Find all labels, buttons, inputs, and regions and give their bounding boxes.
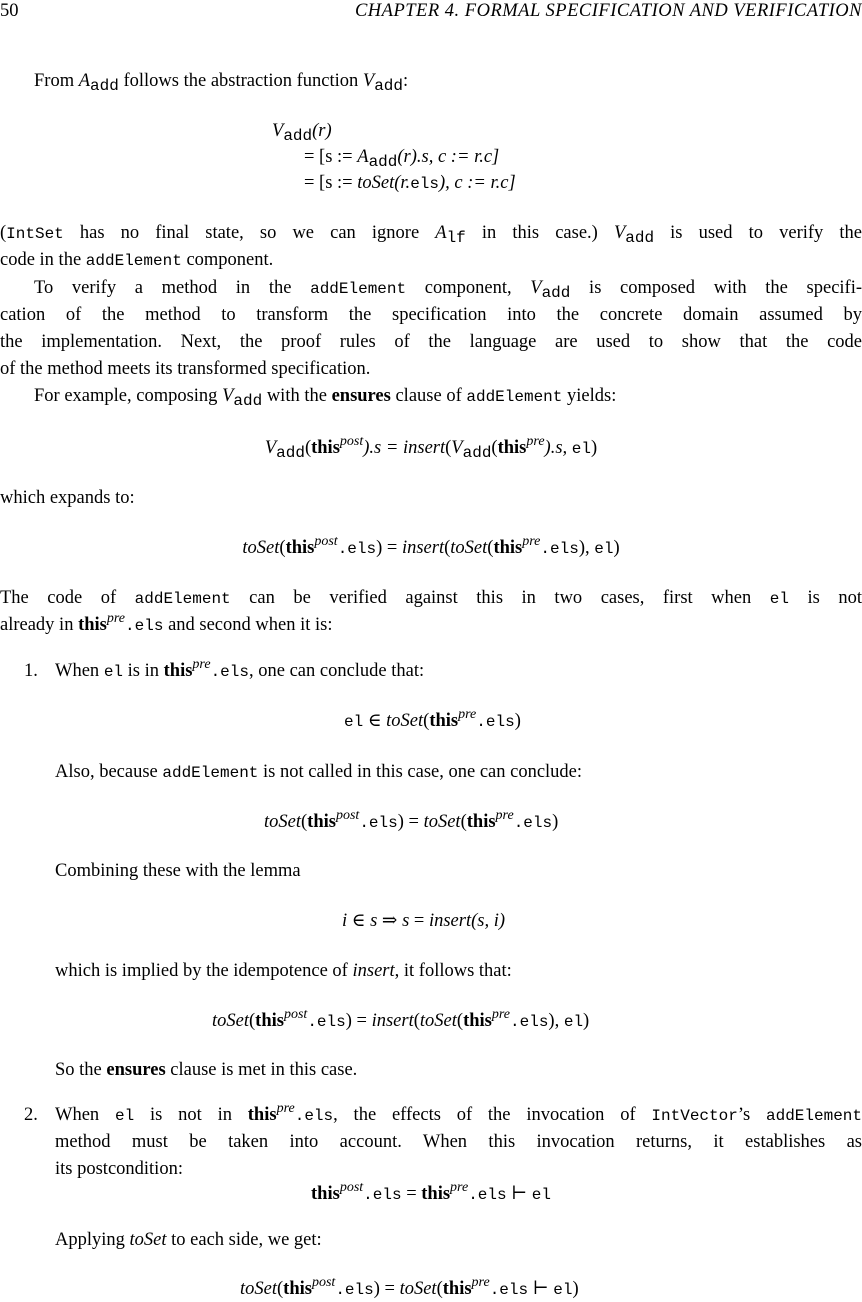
paragraph-verify-line1: To verify a method in the addElement component, $V_{add}$ is composed with the specifi- xyxy=(34,278,862,302)
paragraph-also: Also, because addElement is not called in this case, one can conclude: xyxy=(55,762,583,782)
running-header: CHAPTER 4. FORMAL SPECIFICATION AND VERIFICATION xyxy=(354,1,862,21)
list-item-2-number: 2. xyxy=(24,1105,38,1125)
equation-abs-line3: = [s := toSet(r.els), c := r.c] xyxy=(304,173,516,193)
paragraph-intset-line1: (IntSet has no final state, so we can ignore $A_{lf}$ in this case.) $V_{add}$ is used to verify the xyxy=(0,223,862,247)
equation-expanded: toSet(this$^{post}$.els) = insert(toSet(this$^{pre}$.els), el) xyxy=(242,534,620,558)
list-item-1-intro: When el is in this$^{pre}$.els, one can conclude that: xyxy=(55,657,425,681)
equation-postcondition: this$^{post}$.els = this$^{pre}$.els ⊢ el xyxy=(311,1180,551,1204)
paragraph-cases-line1: The code of addElement can be verified against this in two cases, first when el is not xyxy=(0,588,862,608)
paragraph-so: So the ensures clause is met in this case. xyxy=(55,1060,358,1080)
equation-abs-line1: $V_{add}(r)$ xyxy=(272,121,332,145)
equation-abs-line2: = [s := $A_{add}(r).s$, c := r.c] xyxy=(304,147,500,171)
equation-insert-result: toSet(this$^{post}$.els) = insert(toSet(this$^{pre}$.els), el) xyxy=(212,1007,590,1031)
equation-el-in-toset: el ∈ toSet(this$^{pre}$.els) xyxy=(344,707,521,731)
list-item-2-line3: its postcondition: xyxy=(55,1159,183,1179)
paragraph-intset-line2: code in the addElement component. xyxy=(0,250,274,270)
list-item-1-number: 1. xyxy=(24,661,38,681)
equation-toset-unchanged: toSet(this$^{post}$.els) = toSet(this$^{pre}$.els) xyxy=(264,808,559,832)
paragraph-verify-line4: of the method meets its transformed specification. xyxy=(0,359,371,379)
paragraph-example: For example, composing $V_{add}$ with the ensures clause of addElement yields: xyxy=(34,386,617,410)
paragraph-expands: which expands to: xyxy=(0,488,135,508)
paragraph-applying: Applying toSet to each side, we get: xyxy=(55,1230,322,1250)
paragraph-verify-line2: cation of the method to transform the specification into the concrete domain assumed by xyxy=(0,305,862,325)
paragraph-implied: which is implied by the idempotence of insert, it follows that: xyxy=(55,961,512,981)
paragraph-abstraction-intro: From $A_{add}$ follows the abstraction function $V_{add}$: xyxy=(34,71,409,95)
paragraph-combining: Combining these with the lemma xyxy=(55,861,301,881)
list-item-2-line2: method must be taken into account. When this invocation returns, it establishes as xyxy=(55,1132,862,1152)
equation-lemma: i ∈ s ⇒ s = insert(s, i) xyxy=(342,911,506,931)
equation-applying-toset: toSet(this$^{post}$.els) = toSet(this$^{pre}$.els ⊢ el) xyxy=(240,1275,579,1299)
page-number: 50 xyxy=(0,1,19,21)
list-item-2-line1: When el is not in this$^{pre}$.els, the effects of the invocation of IntVector’s addElement xyxy=(55,1101,862,1125)
equation-ensures: $V_{add}(this^{post}).s$ = $insert(V_{add}(this^{pre}).s$, el) xyxy=(264,434,598,462)
paragraph-verify-line3: the implementation. Next, the proof rules of the language are used to show that the code xyxy=(0,332,862,352)
paragraph-cases-line2: already in this$^{pre}$.els and second when it is: xyxy=(0,611,333,635)
